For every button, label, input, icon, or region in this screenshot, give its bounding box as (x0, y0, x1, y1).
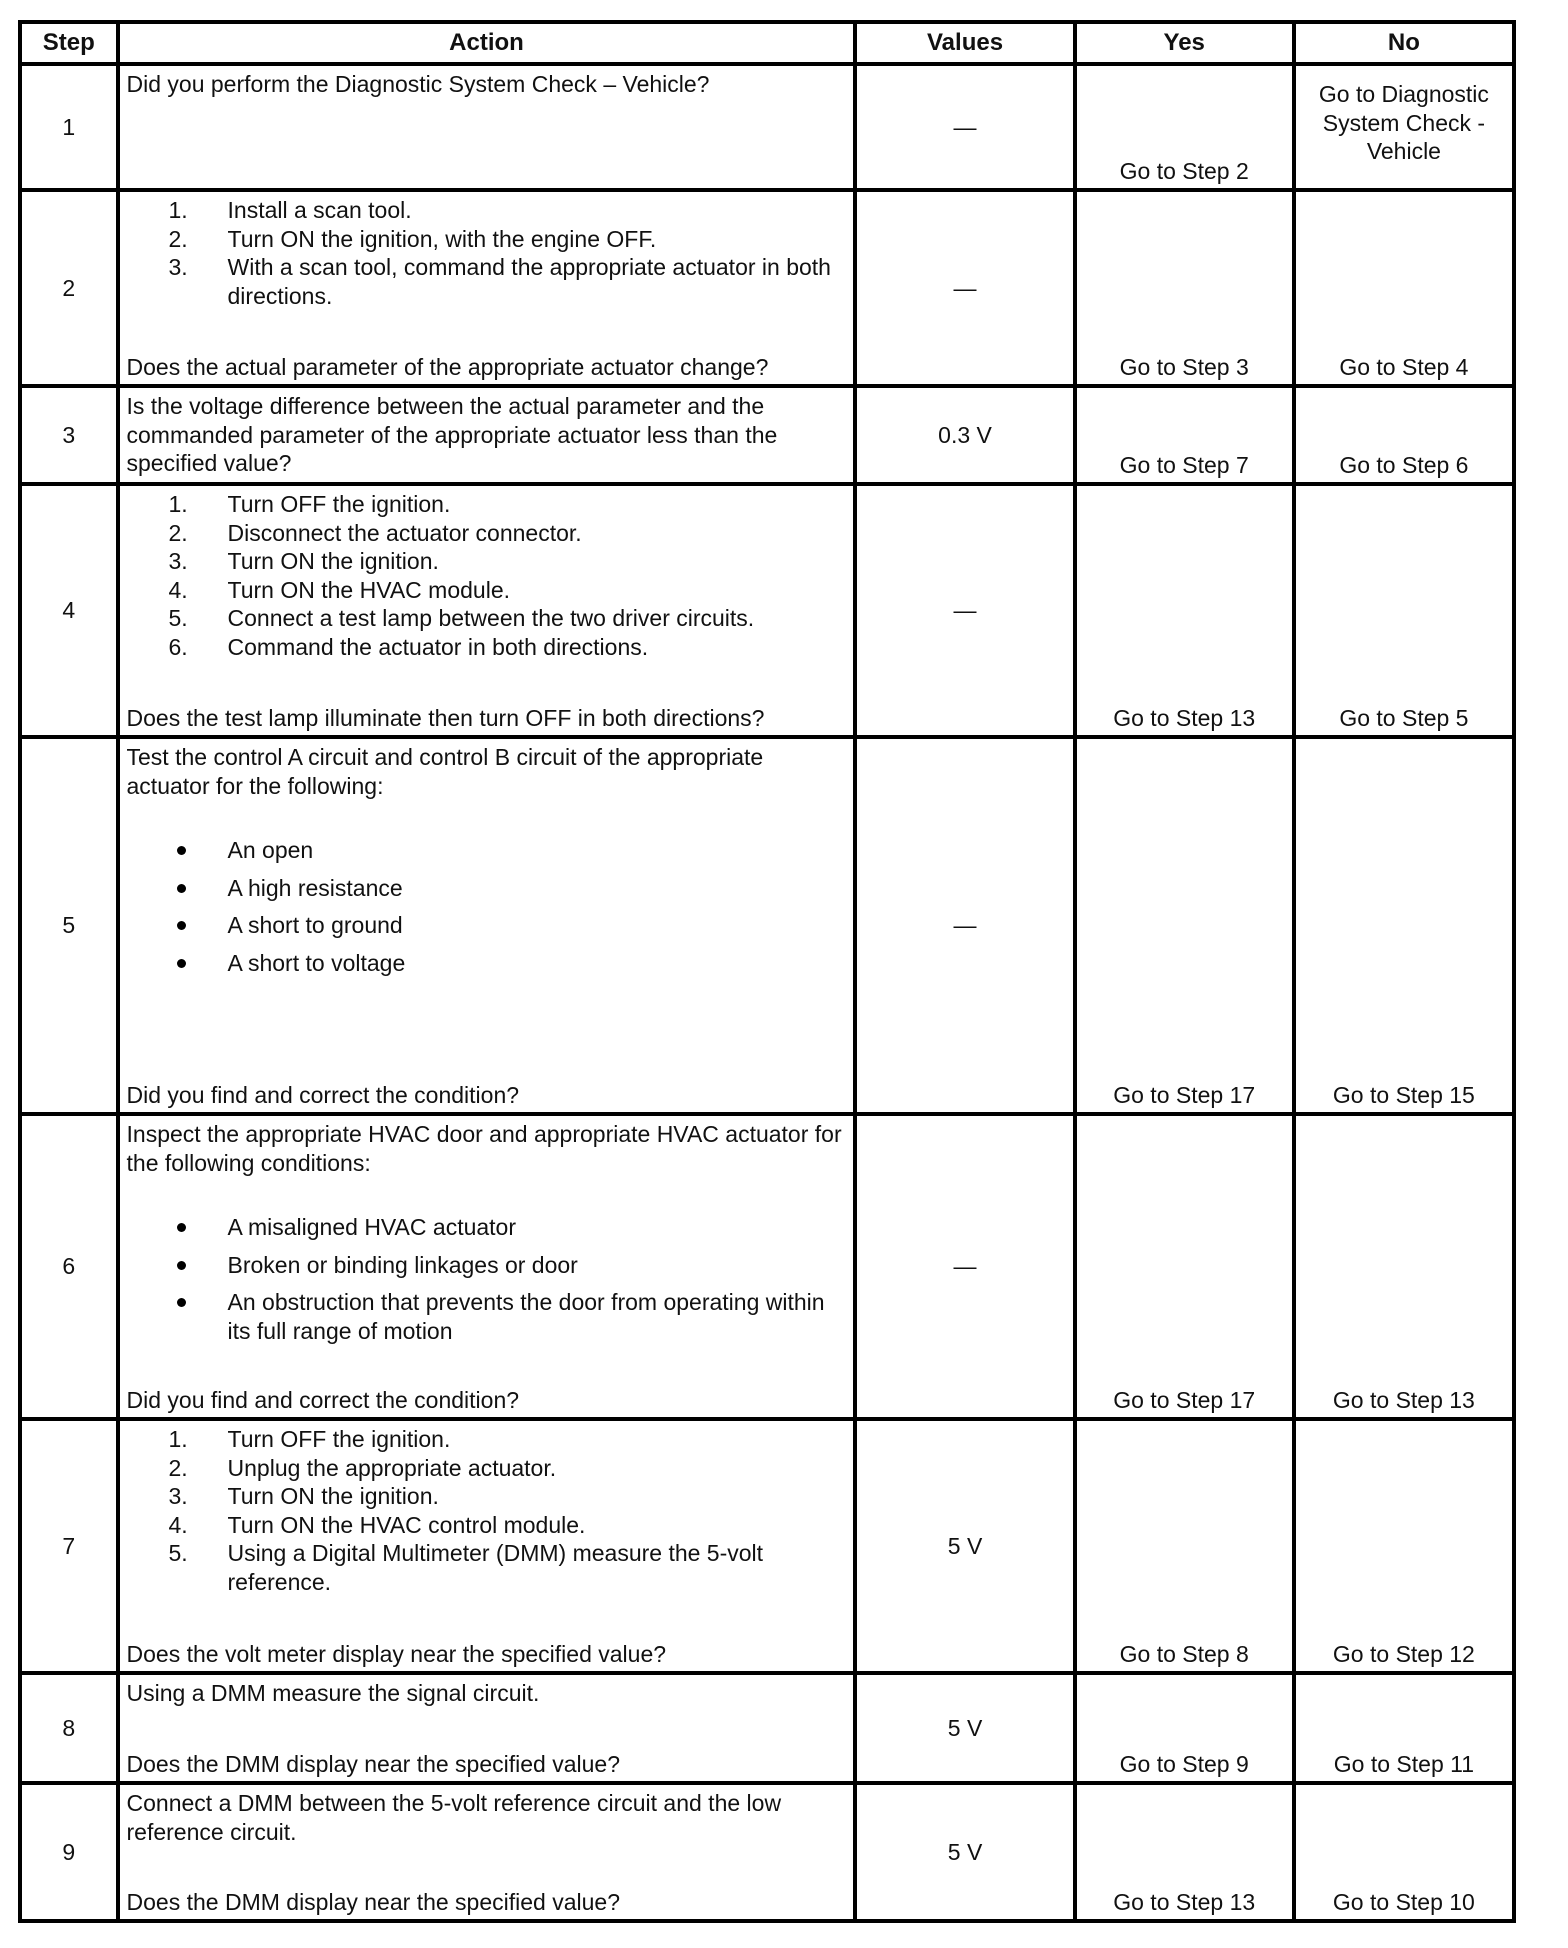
step-number: 8 (20, 1673, 118, 1783)
value-cell: — (855, 737, 1074, 1114)
list-item: 4. Turn ON the HVAC module. (168, 576, 511, 603)
list-item: 2. Unplug the appropriate actuator. (168, 1454, 557, 1481)
list-item: 3. With a scan tool, command the appropriate actuator in both directions. (168, 254, 831, 309)
diagnostic-table (18, 20, 1516, 1923)
list-item: A high resistance (127, 874, 844, 903)
value-cell: — (855, 484, 1074, 737)
list-item: 2. Turn ON the ignition, with the engine OFF. (168, 225, 657, 252)
table-row-step-1 (20, 64, 1514, 190)
yes-link[interactable]: Go to Step 17 (1075, 1114, 1294, 1419)
action-cell (118, 484, 856, 737)
action-question: Did you perform the Diagnostic System Check – Vehicle? (126, 71, 710, 97)
action-question: Is the voltage difference between the actual parameter and the commanded parameter of the appropriate actuator less than the specified value? (126, 393, 778, 477)
list-item: 3. Turn ON the ignition. (168, 548, 439, 575)
step-number: 5 (20, 737, 118, 1114)
no-link[interactable]: Go to Step 15 (1294, 737, 1514, 1114)
table-row-step-3 (20, 386, 1514, 484)
list-item: 1. Turn OFF the ignition. (168, 1426, 451, 1452)
table-row-step-8 (20, 1673, 1514, 1783)
action-steps (127, 490, 844, 661)
action-cell (118, 190, 856, 386)
list-item: A short to ground (127, 911, 844, 940)
value-cell: — (855, 190, 1074, 386)
action-question: Does the volt meter display near the specified value? (126, 1641, 667, 1668)
action-cell (118, 1114, 856, 1419)
step-number: 3 (20, 386, 118, 484)
header-values: Values (855, 22, 1074, 64)
yes-link[interactable]: Go to Step 7 (1075, 386, 1294, 484)
list-item: 5. Connect a test lamp between the two driver circuits. (168, 605, 755, 632)
table-row-step-4 (20, 484, 1514, 737)
action-cell (118, 737, 856, 1114)
step-number: 9 (20, 1783, 118, 1921)
yes-link[interactable]: Go to Step 13 (1075, 484, 1294, 737)
action-question: Does the test lamp illuminate then turn OFF in both directions? (126, 705, 765, 732)
header-action: Action (118, 22, 856, 64)
no-link[interactable]: Go to Step 6 (1294, 386, 1514, 484)
table-row-step-6 (20, 1114, 1514, 1419)
header-step: Step (20, 22, 118, 64)
value-cell: 5 V (855, 1673, 1074, 1783)
action-steps (127, 196, 844, 310)
condition-list (127, 836, 844, 986)
yes-link[interactable]: Go to Step 3 (1075, 190, 1294, 386)
step-number: 6 (20, 1114, 118, 1419)
value-cell: 5 V (855, 1419, 1074, 1673)
list-item: A misaligned HVAC actuator (127, 1213, 844, 1242)
no-link[interactable]: Go to Step 10 (1294, 1783, 1514, 1921)
action-question: Did you find and correct the condition? (126, 1082, 520, 1109)
value-cell: — (855, 1114, 1074, 1419)
action-question: Does the actual parameter of the appropriate actuator change? (126, 354, 769, 381)
condition-list (127, 1213, 844, 1354)
no-link[interactable]: Go to Step 12 (1294, 1419, 1514, 1673)
list-item: 5. Using a Digital Multimeter (DMM) measure the 5-volt reference. (168, 1540, 764, 1595)
yes-link[interactable]: Go to Step 8 (1075, 1419, 1294, 1673)
value-cell: 0.3 V (855, 386, 1074, 484)
action-cell (118, 386, 856, 484)
step-number: 2 (20, 190, 118, 386)
action-intro: Test the control A circuit and control B circuit of the appropriate actuator for the following: (126, 744, 764, 799)
list-item: An obstruction that prevents the door from operating within its full range of motion (127, 1288, 844, 1345)
step-number: 7 (20, 1419, 118, 1673)
action-steps (127, 1425, 844, 1596)
step-number: 4 (20, 484, 118, 737)
no-link[interactable] (1294, 64, 1514, 190)
list-item: 4. Turn ON the HVAC control module. (168, 1511, 586, 1538)
action-question: Did you find and correct the condition? (126, 1387, 520, 1414)
header-row (20, 22, 1514, 64)
list-item: Broken or binding linkages or door (127, 1251, 844, 1280)
action-question: Does the DMM display near the specified value? (126, 1751, 620, 1778)
no-link[interactable]: Go to Step 11 (1294, 1673, 1514, 1783)
list-item: 2. Disconnect the actuator connector. (168, 519, 582, 546)
value-cell: — (855, 64, 1074, 190)
action-cell (118, 1783, 856, 1921)
action-cell (118, 1419, 856, 1673)
list-item: An open (127, 836, 844, 865)
list-item: 1. Install a scan tool. (168, 197, 412, 223)
no-link[interactable]: Go to Step 13 (1294, 1114, 1514, 1419)
list-item: 6. Command the actuator in both directions. (168, 633, 649, 660)
action-intro: Connect a DMM between the 5-volt reference circuit and the low reference circuit. (126, 1790, 782, 1845)
table-row-step-5 (20, 737, 1514, 1114)
header-yes: Yes (1075, 22, 1294, 64)
action-cell (118, 1673, 856, 1783)
value-cell: 5 V (855, 1783, 1074, 1921)
no-link[interactable]: Go to Step 4 (1294, 190, 1514, 386)
list-item: 1. Turn OFF the ignition. (168, 491, 451, 517)
list-item: A short to voltage (127, 949, 844, 978)
list-item: 3. Turn ON the ignition. (168, 1483, 439, 1510)
table-row-step-7 (20, 1419, 1514, 1673)
action-cell (118, 64, 856, 190)
header-no: No (1294, 22, 1514, 64)
step-number: 1 (20, 64, 118, 190)
yes-link[interactable]: Go to Step 13 (1075, 1783, 1294, 1921)
no-link-text[interactable]: Go to Diagnostic System Check - Vehicle (1318, 81, 1489, 165)
yes-link[interactable]: Go to Step 9 (1075, 1673, 1294, 1783)
action-intro: Using a DMM measure the signal circuit. (126, 1680, 540, 1706)
yes-link[interactable]: Go to Step 2 (1075, 64, 1294, 190)
table-row-step-9 (20, 1783, 1514, 1921)
yes-link[interactable]: Go to Step 17 (1075, 737, 1294, 1114)
action-intro: Inspect the appropriate HVAC door and appropriate HVAC actuator for the following conditions: (126, 1121, 842, 1176)
no-link[interactable]: Go to Step 5 (1294, 484, 1514, 737)
table-row-step-2 (20, 190, 1514, 386)
action-question: Does the DMM display near the specified value? (126, 1889, 620, 1916)
